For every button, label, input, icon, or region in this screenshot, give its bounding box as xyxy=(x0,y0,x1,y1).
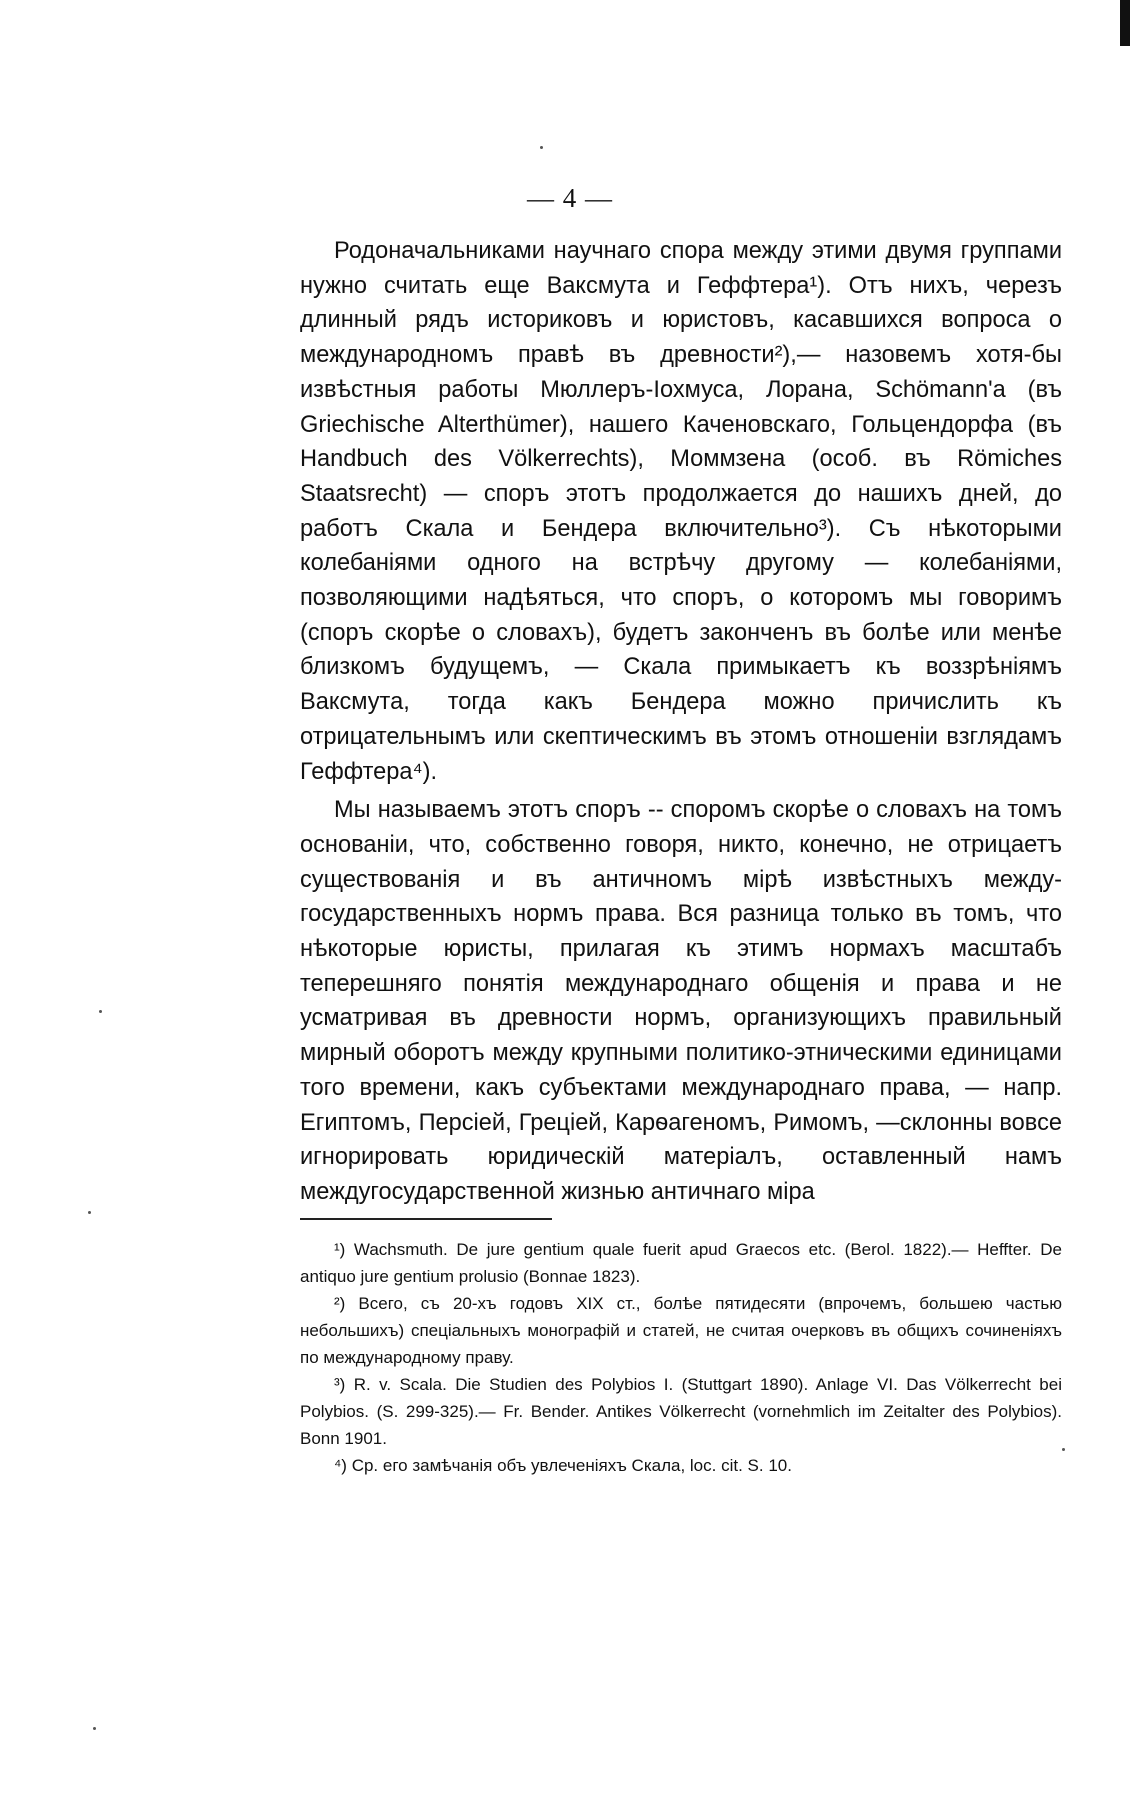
scan-speck xyxy=(93,1727,96,1730)
body-text xyxy=(300,234,1062,1214)
scan-speck xyxy=(1062,1448,1065,1451)
footnotes xyxy=(300,1236,1062,1479)
paragraph-1: Родоначальниками научнаго спора между этими двумя группами нужно считать еще Ваксмута и Геффтера¹). Отъ нихъ, черезъ длинный рядъ историковъ и юристовъ, касавшихся вопроса о международномъ правѣ въ древности²),— назовемъ хотя-бы извѣстныя работы Мюллеръ-Іохмуса, Лорана, Schömann'a (въ Griechische Alterthümer), нашего Каченовскаго, Гольцендорфа (въ Handbuch des Völkerrechts), Моммзена (особ. въ Römiches Staatsrecht) — споръ этотъ продолжается до нашихъ дней, до работъ Скала и Бендера включительно³). Съ нѣкоторыми колебаніями одного на встрѣчу другому — колебаніями, позволяющими надѣяться, что споръ, о которомъ мы говоримъ (споръ скорѣе о словахъ), будетъ законченъ въ болѣе или менѣе близкомъ будущемъ, — Скала примыкаетъ къ воззрѣніямъ Ваксмута, тогда какъ Бендера можно причислить къ отрицательнымъ или скептическимъ въ этомъ отношеніи взглядамъ Геффтера⁴). xyxy=(300,238,1062,785)
footnote-2: ²) Всего, съ 20-хъ годовъ XIX ст., болѣе пятидесяти (впрочемъ, большею частью небольшихъ) спеціальныхъ монографій и статей, не считая очерковъ въ общихъ сочиненіяхъ по международному праву. xyxy=(300,1294,1062,1367)
scan-speck xyxy=(99,1010,102,1013)
page-number: — 4 — xyxy=(527,183,613,213)
scan-speck xyxy=(88,1211,91,1214)
footnote-4: ⁴) Ср. его замѣчанія объ увлеченіяхъ Скала, loc. cit. S. 10. xyxy=(334,1456,792,1475)
scan-speck xyxy=(540,146,543,149)
footnote-1: ¹) Wachsmuth. De jure gentium quale fuerit apud Graecos etc. (Berol. 1822).— Heffter. De antiquo jure gentium prolusio (Bonnae 1823). xyxy=(300,1240,1062,1286)
paragraph-2: Мы называемъ этотъ споръ -- споромъ скорѣе о словахъ на томъ основаніи, что, собственно говоря, никто, конечно, не отрицаетъ существованія и въ античномъ мірѣ извѣстныхъ между-государственныхъ нормъ права. Вся разница только въ томъ, что нѣкоторые юристы, прилагая къ этимъ нормахъ масштабъ теперешняго понятія международнаго общенія и права и не усматривая въ древности нормъ, организующихъ правильный мирный оборотъ между крупными политико-этническими единицами того времени, какъ субъектами международнаго права, — напр. Египтомъ, Персіей, Греціей, Карѳагеномъ, Римомъ, —склонны вовсе игнорировать юридическій матеріалъ, оставленный намъ междугосударственной жизнью античнаго міра xyxy=(300,797,1062,1205)
footnote-divider xyxy=(300,1218,552,1220)
page-edge-shadow xyxy=(1120,0,1130,46)
footnote-3: ³) R. v. Scala. Die Studien des Polybios I. (Stuttgart 1890). Anlage VI. Das Völkerrecht bei Polybios. (S. 299-325).— Fr. Bender. Antikes Völkerrecht (vornehmlich im Zeitalter des Polybios). Bonn 1901. xyxy=(300,1375,1062,1448)
